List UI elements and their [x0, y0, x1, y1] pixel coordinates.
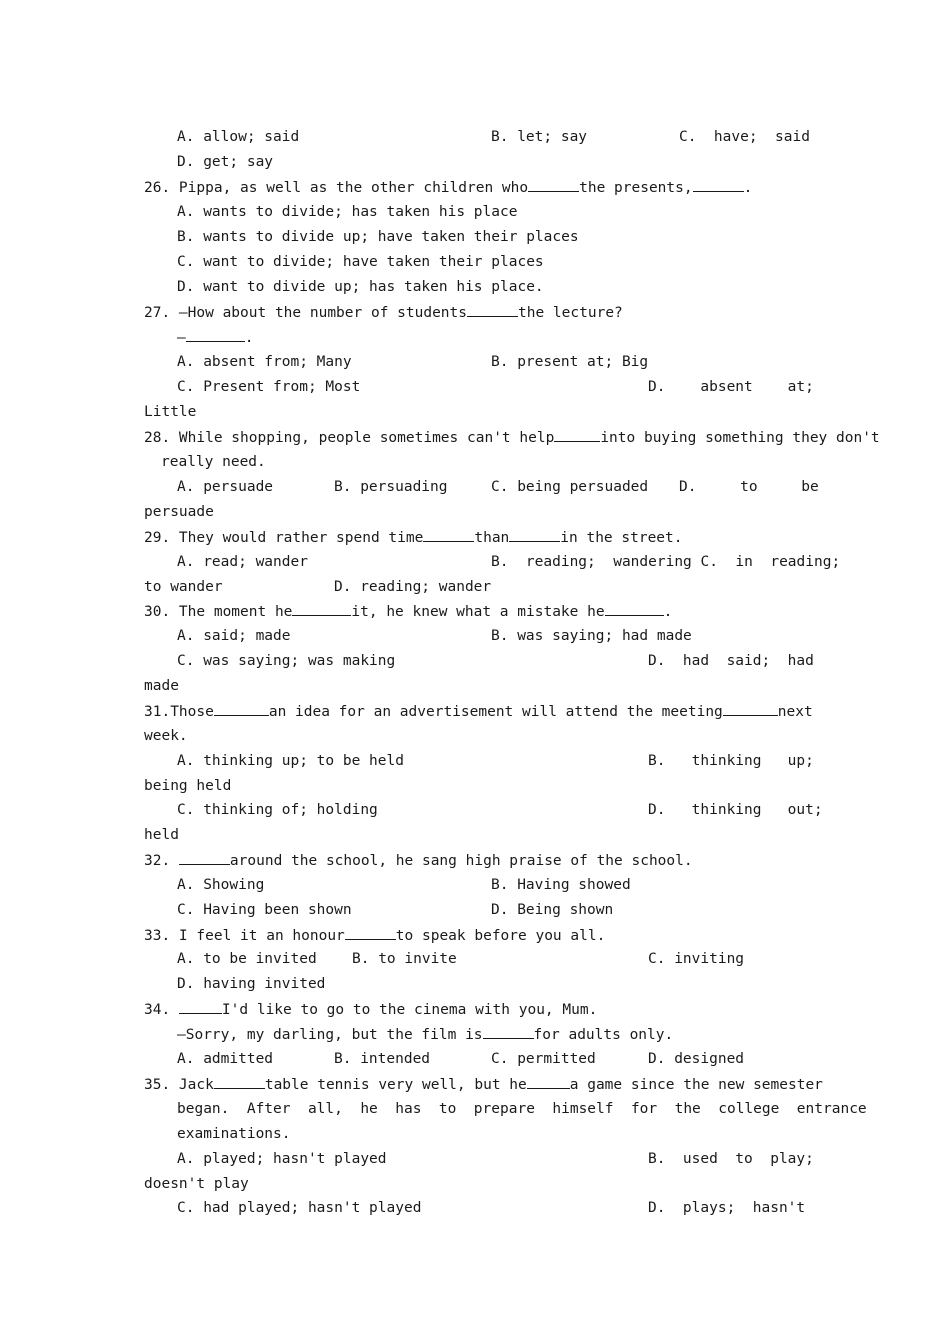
option-d-wrap: Little: [144, 404, 197, 420]
answer-blank: [292, 602, 351, 616]
option-d: D. get; say: [177, 154, 274, 170]
option-c: C. have; said: [679, 129, 810, 145]
option-c: C. permitted: [491, 1051, 596, 1067]
answer-blank: [186, 328, 245, 342]
option-b: B. persuading: [334, 479, 448, 495]
answer-blank: [509, 528, 560, 542]
option-d: D. having invited: [177, 976, 326, 992]
option-c: C. Present from; Most: [177, 379, 361, 395]
question-27: 27. —How about the number of students the lecture?: [144, 305, 623, 321]
answer-blank: [179, 1000, 222, 1014]
option-d: D. designed: [648, 1051, 745, 1067]
option-a: A. wants to divide; has taken his place: [177, 204, 518, 220]
answer-blank: [528, 178, 579, 192]
option-b: B. present at; Big: [491, 354, 649, 370]
question-30: 30. The moment he it, he knew what a mistake he .: [144, 604, 673, 620]
option-b: B. intended: [334, 1051, 431, 1067]
answer-blank: [179, 851, 230, 865]
question-35-wrap: began. After all, he has to prepare himself for the college entrance: [177, 1101, 867, 1117]
option-d-wrap: persuade: [144, 504, 214, 520]
question-32: 32. around the school, he sang high praise of the school.: [144, 853, 693, 869]
option-a: A. said; made: [177, 628, 291, 644]
option-d-wrap: made: [144, 678, 179, 694]
option-d: D. Being shown: [491, 902, 614, 918]
answer-blank: [423, 528, 474, 542]
option-d: D. thinking out;: [648, 802, 823, 818]
option-a: A. persuade: [177, 479, 274, 495]
option-a: A. Showing: [177, 877, 265, 893]
option-d: D. absent at;: [648, 379, 814, 395]
answer-blank: [527, 1075, 570, 1089]
answer-blank: [345, 926, 396, 940]
answer-blank: [554, 428, 600, 442]
answer-blank: [483, 1025, 534, 1039]
option-d-wrap: held: [144, 827, 179, 843]
option-a: A. played; hasn't played: [177, 1151, 387, 1167]
option-b: B. wants to divide up; have taken their places: [177, 229, 579, 245]
option-a: A. read; wander: [177, 554, 308, 570]
question-33: 33. I feel it an honour to speak before you all.: [144, 928, 606, 944]
answer-blank: [467, 303, 518, 317]
option-c: C. thinking of; holding: [177, 802, 378, 818]
question-34-reply: —Sorry, my darling, but the film is for adults only.: [177, 1027, 674, 1043]
option-d: D. had said; had: [648, 653, 814, 669]
option-a: A. to be invited: [177, 951, 317, 967]
option-c: C. want to divide; have taken their places: [177, 254, 544, 270]
option-c-wrap: to wander: [144, 579, 223, 595]
question-28-wrap: really need.: [161, 454, 266, 470]
answer-blank: [723, 702, 778, 716]
question-35-wrap: examinations.: [177, 1126, 291, 1142]
option-c: C. being persuaded: [491, 479, 649, 495]
option-d: D. reading; wander: [334, 579, 492, 595]
option-b: B. used to play;: [648, 1151, 814, 1167]
answer-blank: [214, 1075, 265, 1089]
answer-line: — .: [177, 330, 254, 346]
option-b: B. to invite: [352, 951, 457, 967]
option-b: B. was saying; had made: [491, 628, 692, 644]
question-26: 26. Pippa, as well as the other children who the presents, .: [144, 180, 753, 196]
option-c: C. Having been shown: [177, 902, 352, 918]
question-31-wrap: week.: [144, 728, 188, 744]
question-35: 35. Jack table tennis very well, but he a game since the new semester: [144, 1077, 823, 1093]
option-a: A. allow; said: [177, 129, 300, 145]
option-d: D. to be: [679, 479, 819, 495]
question-31: 31.Those an idea for an advertisement will attend the meeting next: [144, 704, 813, 720]
option-c: C. was saying; was making: [177, 653, 396, 669]
option-b-c: B. reading; wandering C. in reading;: [491, 554, 841, 570]
answer-blank: [605, 602, 664, 616]
question-34: 34. I'd like to go to the cinema with you, Mum.: [144, 1002, 598, 1018]
option-a: A. thinking up; to be held: [177, 753, 404, 769]
option-b: B. Having showed: [491, 877, 631, 893]
option-b-wrap: doesn't play: [144, 1176, 249, 1192]
option-b-wrap: being held: [144, 778, 232, 794]
question-28: 28. While shopping, people sometimes can't help into buying something they don't: [144, 430, 880, 446]
option-a: A. absent from; Many: [177, 354, 352, 370]
question-29: 29. They would rather spend time than in the street.: [144, 530, 683, 546]
option-d: D. want to divide up; has taken his place.: [177, 279, 544, 295]
option-a: A. admitted: [177, 1051, 274, 1067]
answer-blank: [693, 178, 744, 192]
option-d: D. plays; hasn't: [648, 1200, 806, 1216]
option-b: B. thinking up;: [648, 753, 814, 769]
option-c: C. inviting: [648, 951, 745, 967]
option-b: B. let; say: [491, 129, 588, 145]
answer-blank: [214, 702, 269, 716]
option-c: C. had played; hasn't played: [177, 1200, 422, 1216]
